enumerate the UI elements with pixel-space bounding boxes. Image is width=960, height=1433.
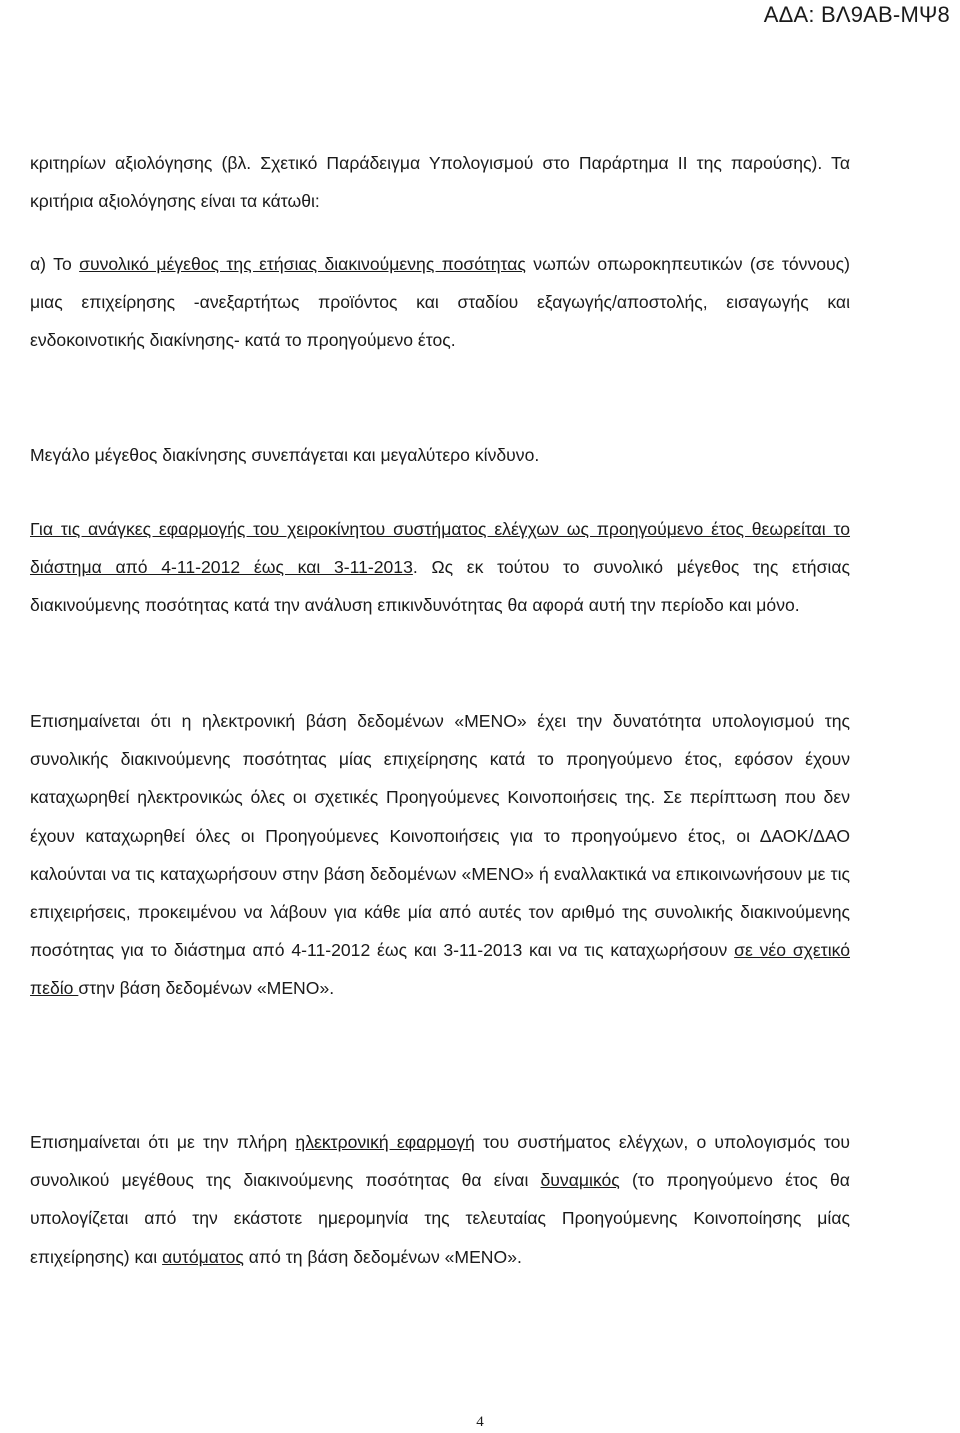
paragraph-4-underlined: Για τις ανάγκες εφαρμογής του χειροκίνητου συστήματος ελέγχων ως προηγούμενο έτος θεωρείται το διάστημα από 4-11-2012 έως και 3-11-2013 bbox=[30, 519, 850, 578]
paragraph-2 bbox=[30, 245, 850, 360]
ada-code-header: ΑΔΑ: ΒΛ9ΑΒ-ΜΨ8 bbox=[763, 2, 950, 27]
paragraph-5-text: Επισημαίνεται ότι η ηλεκτρονική βάση δεδομένων «ΜΕΝΟ» έχει την δυνατότητα υπολογισμού της συνολικής διακινούμενης ποσότητας μίας επιχείρησης κατά το προηγούμενο έτος, εφόσον έχουν καταχωρηθεί ηλεκτρονικώς όλες οι σχετικές Προηγούμενες Κοινοποιήσεις της. Σε περίπτωση που δεν έχουν καταχωρηθεί όλες οι Προηγούμενες Κοινοποιήσεις για το προηγούμενο έτος, οι ΔΑΟΚ/ΔΑΟ καλούνται να τις καταχωρήσουν στην βάση δεδομένων «ΜΕΝΟ» ή εναλλακτικά να επικοινωνήσουν με τις επιχειρήσεις, προκειμένου να λάβουν για κάθε μία από αυτές τον αριθμό της συνολικής διακινούμενης ποσότητας για το διάστημα από 4-11-2012 έως και 3-11-2013 και να τις καταχωρήσουν bbox=[30, 711, 850, 961]
paragraph-6-part3: (το προηγούμενο έτος θα υπολογίζεται από την εκάστοτε ημερομηνία της τελευταίας Προηγούμενης Κοινοποίησης μίας επιχείρησης) και bbox=[30, 1170, 850, 1267]
paragraph-6-underline-1: ηλεκτρονική εφαρμογή bbox=[295, 1132, 475, 1152]
paragraph-1: κριτηρίων αξιολόγησης (βλ. Σχετικό Παράδειγμα Υπολογισμού στο Παράρτημα ΙΙ της παρούσης). Τα κριτήρια αξιολόγησης είναι τα κάτωθι: bbox=[30, 153, 850, 212]
paragraph-6-part1: Επισημαίνεται ότι με την πλήρη bbox=[30, 1132, 296, 1152]
page-number: 4 bbox=[476, 1414, 484, 1430]
paragraph-2-underlined: συνολικό μέγεθος της ετήσιας διακινούμενης ποσότητας bbox=[79, 254, 526, 274]
paragraph-5-underlined: σε νέο σχετικό πεδίο bbox=[30, 940, 850, 999]
paragraph-6-part2: του συστήματος ελέγχων, ο υπολογισμός του συνολικού μεγέθους της διακινούμενης ποσότητας θα είναι bbox=[30, 1132, 850, 1191]
paragraph-2-rest: νωπών οπωροκηπευτικών (σε τόννους) μιας επιχείρησης -ανεξαρτήτως προϊόντος και σταδίου εξαγωγής/αποστολής, εισαγωγής και ενδοκοινοτικής διακίνησης- κατά το προηγούμενο έτος. bbox=[30, 254, 850, 351]
paragraph-4-rest: . Ως εκ τούτου το συνολικό μέγεθος της ετήσιας διακινούμενης ποσότητας κατά την ανάλυση επικινδυνότητας θα αφορά αυτή την περίοδο και μόνο. bbox=[30, 557, 850, 616]
paragraph-4 bbox=[30, 510, 850, 625]
paragraph-6 bbox=[30, 1123, 850, 1276]
paragraph-6-underline-2: δυναμικός bbox=[540, 1170, 620, 1191]
paragraph-5-rest: στην βάση δεδομένων «ΜΕΝΟ». bbox=[78, 978, 335, 999]
paragraph-6-underline-3: αυτόματος bbox=[162, 1246, 244, 1267]
paragraph-6-part4: από τη βάση δεδομένων «ΜΕΝΟ». bbox=[243, 1246, 522, 1267]
paragraph-3: Μεγάλο μέγεθος διακίνησης συνεπάγεται και μεγαλύτερο κίνδυνο. bbox=[30, 445, 540, 465]
paragraph-2-prefix: α) Το bbox=[30, 254, 80, 274]
paragraph-5 bbox=[30, 702, 850, 1008]
